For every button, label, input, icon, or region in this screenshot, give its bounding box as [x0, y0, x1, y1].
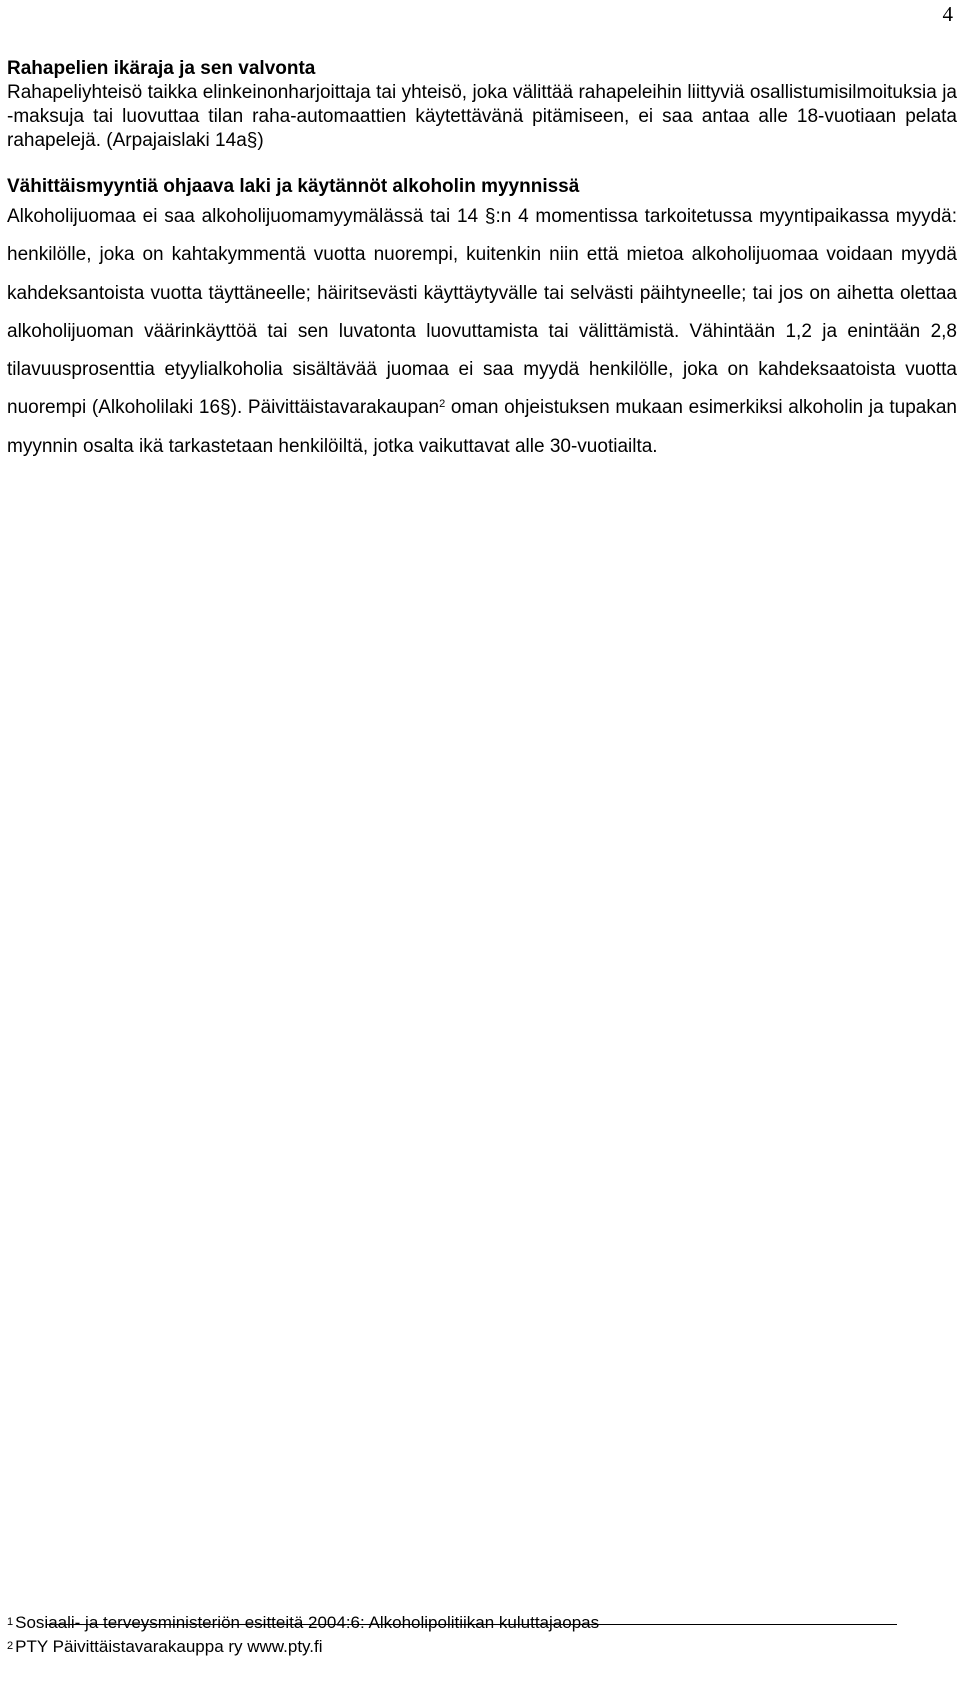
section-body: Rahapeliyhteisö taikka elinkeinonharjoittaja tai yhteisö, joka välittää rahapeleihin liittyviä osallistumisilmoituksia ja -maksuja tai luovuttaa tilan raha-automaattien käytettävänä pitämiseen, ei saa antaa alle 18-vuotiaan pelata rahapelejä. (Arpajaislaki 14a§): [7, 82, 957, 151]
section-heading: Vähittäismyyntiä ohjaava laki ja käytännöt alkoholin myynnissä: [7, 176, 580, 197]
body-text: oman ohjeistuksen mukaan esimerkiksi alkoholin ja tupakan myynnin osalta ikä tarkastetaan henkilöiltä, jotka vaikuttavat alle 30-vuotiailta.: [7, 397, 957, 457]
footnote-text: PTY Päivittäistavarakauppa ry www.pty.fi: [15, 1637, 323, 1656]
section-heading: Rahapelien ikäraja ja sen valvonta: [7, 58, 316, 79]
footnote-1: [7, 1611, 957, 1635]
page-number: 4: [942, 2, 953, 26]
body-text: Alkoholijuomaa ei saa alkoholijuomamyymälässä tai 14 §:n 4 momentissa tarkoitetussa myyntipaikassa myydä: henkilölle, joka on kahtakymmentä vuotta nuorempi, kuitenkin niin että mietoa alkoholijuomaa voidaan myydä kahdeksantoista vuotta täyttäneelle; häiritsevästi käyttäytyvälle tai selvästi päihtyneelle; tai jos on aihetta olettaa alkoholijuoman väärinkäyttöä tai sen luvatonta luovuttamista tai välittämistä. Vähintään 1,2 ja enintään 2,8 tilavuusprosenttia etyylialkoholia sisältävää juomaa ei saa myydä henkilölle, joka on kahdeksaatoista vuotta nuorempi (Alkoholilaki 16§). Päivittäistavarakaupan: [7, 206, 957, 419]
footnote-mark: 2: [7, 1640, 14, 1652]
footnote-text: Sosiaali- ja terveysministeriön esitteitä 2004:6: Alkoholipolitiikan kuluttajaopas: [15, 1613, 600, 1632]
footnote-reference: 2: [439, 398, 446, 411]
footnotes: [7, 1611, 957, 1659]
footnote-mark: 1: [7, 1616, 14, 1628]
footnote-divider: [47, 1624, 897, 1625]
footnote-2: [7, 1635, 957, 1659]
section-alcohol-sales: [7, 176, 957, 466]
section-gambling-age-limit: [7, 57, 957, 153]
section-body: [7, 198, 957, 466]
